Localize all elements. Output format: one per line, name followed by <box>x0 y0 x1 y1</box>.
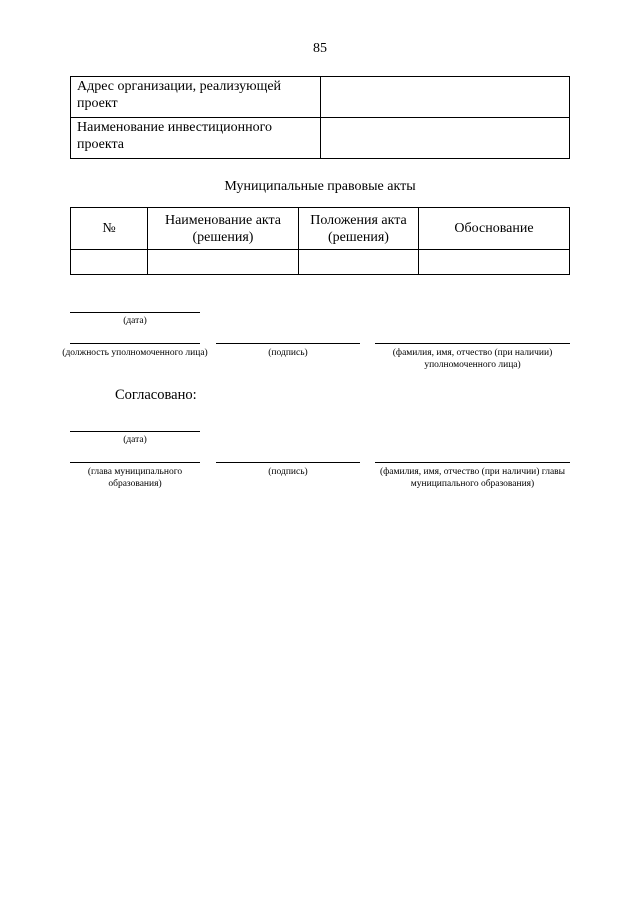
date-caption: (дата) <box>123 435 147 445</box>
table-cell <box>299 250 419 275</box>
table-cell <box>148 250 299 275</box>
header-justification: Обоснование <box>419 208 570 250</box>
header-act-name: Наименование акта (решения) <box>148 208 299 250</box>
legal-acts-table <box>70 207 570 275</box>
full-name-caption: (фамилия, имя, отчество (при наличии) уполномоченного лица) <box>392 348 553 370</box>
signature-caption: (подпись) <box>268 467 308 477</box>
table-cell <box>419 250 570 275</box>
header-act-provisions: Положения акта (решения) <box>299 208 419 250</box>
position-line <box>70 462 200 463</box>
signature-line <box>216 343 360 344</box>
position-caption: (глава муниципального образования) <box>87 467 183 489</box>
table-row <box>71 118 570 159</box>
full-name-caption: (фамилия, имя, отчество (при наличии) главы муниципального образования) <box>379 467 566 489</box>
full-name-line <box>375 343 570 344</box>
signature-line <box>216 462 360 463</box>
full-name-line <box>375 462 570 463</box>
section-title: Муниципальные правовые акты <box>224 179 416 194</box>
org-address-value <box>321 77 570 118</box>
table-cell <box>71 250 148 275</box>
table-row <box>71 250 570 275</box>
project-info-table <box>70 76 570 159</box>
date-caption: (дата) <box>123 316 147 326</box>
org-address-label: Адрес организации, реализующей проект <box>71 77 321 118</box>
table-row <box>71 77 570 118</box>
header-number: № <box>71 208 148 250</box>
agreed-label: Согласовано: <box>115 387 197 403</box>
signature-caption: (подпись) <box>268 348 308 358</box>
project-name-label: Наименование инвестиционного проекта <box>71 118 321 159</box>
position-line <box>70 343 200 344</box>
table-header-row <box>71 208 570 250</box>
position-caption: (должность уполномоченного лица) <box>62 348 208 358</box>
project-name-value <box>321 118 570 159</box>
page-number: 85 <box>313 41 327 56</box>
date-line <box>70 431 200 432</box>
date-line <box>70 312 200 313</box>
